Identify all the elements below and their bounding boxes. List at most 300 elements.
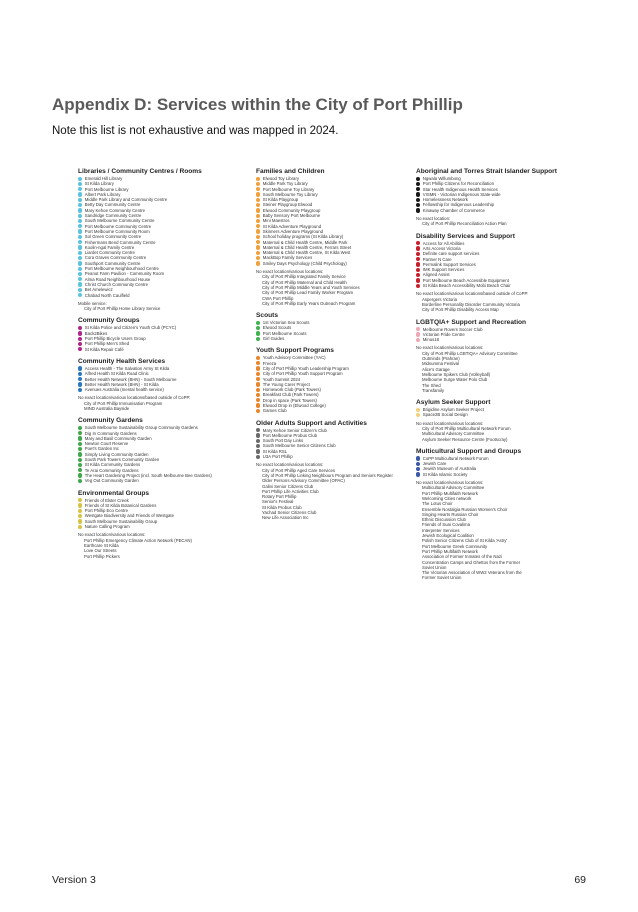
bullet-dot-icon	[416, 187, 420, 191]
list-item-label: South Melbourne Community Centre	[84, 218, 155, 224]
subgroup-item: Association of Former Inmates of the Nazi	[422, 554, 503, 560]
bullet-dot-icon	[416, 182, 420, 186]
subgroup	[78, 395, 248, 411]
list-item-label: Access Health - The Salvation Army St Kilda	[84, 365, 170, 371]
list-item-label: Westgate Biodiversity and Friends of Westgate	[84, 513, 174, 519]
service-section	[256, 168, 414, 306]
list-item-label: Minus18	[422, 337, 440, 343]
subgroup	[416, 291, 586, 312]
bullet-dot-icon	[78, 326, 82, 330]
list-item-label: Youth Summit 2024	[262, 376, 301, 382]
bullet-dot-icon	[416, 241, 420, 245]
list-item-label: Better Health Network (BHN) - South Melbourne	[84, 376, 177, 382]
list-item-label: Access for All Abilities	[422, 240, 465, 246]
subgroup-item: Alice's Garage	[422, 366, 450, 372]
subgroup-item: Melbourne Surge Water Polo Club	[422, 377, 488, 383]
bullet-dot-icon	[416, 456, 420, 460]
subgroup-item: City of Port Phillip Home Library Service	[84, 306, 161, 312]
subgroup-title: No exact location/various locations:	[256, 462, 324, 468]
section-title: LGBTQIA+ Support and Recreation	[416, 318, 527, 326]
subgroup-title: No exact location/various locations:	[416, 345, 484, 351]
list-item-label: Fellowship for Indigenous Leadership	[422, 202, 494, 208]
list-item-label: Port Melbourne Library	[84, 186, 129, 192]
service-section	[256, 312, 414, 341]
subgroup-item: Port Phillip Multifaith Network	[422, 490, 478, 496]
subgroup-item: Rotary Port Phillip	[262, 494, 297, 500]
list-item	[416, 337, 586, 342]
subgroup-item: Concentration Camps and Ghettos from the Former	[422, 559, 521, 565]
list-item-label: Fishermans Bend Community Centre	[84, 239, 156, 245]
list-item-label: Friends of Elster Creek	[84, 497, 129, 503]
service-section	[416, 168, 586, 227]
page-title: Appendix D: Services within the City of Port Phillip	[52, 95, 463, 114]
list-item-label: Liardet Community Centre	[84, 250, 135, 256]
list-item-label: Smiley Days Psychology (Child Psychology)	[262, 260, 347, 266]
service-section	[416, 448, 586, 581]
section-title: Scouts	[256, 312, 278, 320]
list-item	[78, 347, 248, 352]
bullet-dot-icon	[256, 455, 260, 459]
bullet-dot-icon	[416, 252, 420, 256]
subgroup	[416, 345, 586, 393]
subgroup-item: Galini Senior Citizens Club	[262, 483, 314, 489]
list-item-label: Aligned Assist	[422, 272, 450, 278]
bullet-dot-icon	[416, 472, 420, 476]
bullet-dot-icon	[78, 235, 82, 239]
bullet-dot-icon	[256, 326, 260, 330]
subgroup-item: City of Port Phillip Early Years Outreach Program	[262, 300, 356, 306]
subgroup-item: City of Port Phillip Multicultural Network Forum	[422, 425, 511, 431]
bullet-dot-icon	[78, 447, 82, 451]
subgroup-title: No exact location/various locations:	[416, 480, 484, 486]
list-item-label: Mary Kehoe Senior Citizen's Club	[262, 427, 327, 433]
list-item-label: City of Port Phillip Youth Leadership Program	[262, 365, 349, 371]
bullet-dot-icon	[256, 433, 260, 437]
bullet-dot-icon	[256, 449, 260, 453]
bullet-dot-icon	[256, 235, 260, 239]
list-item-label: Mary and Basil Community Garden	[84, 435, 152, 441]
bullet-dot-icon	[256, 182, 260, 186]
bullet-dot-icon	[256, 251, 260, 255]
list-item-label: Port Melbourne Beach Accessible Equipment	[422, 277, 509, 283]
subgroup-item: Welcoming Cities network	[422, 495, 472, 501]
subgroup-item: City of Port Phillip LGBTIQA+ Advisory Committee	[422, 350, 518, 356]
subgroup-item: Ensemble Nostalgia Russian Women's Choir	[422, 506, 508, 512]
list-item-label: Friends of St Kilda Botanical Gardens	[84, 502, 157, 508]
list-item-label: Middle Park Library and Community Centre	[84, 197, 168, 203]
bullet-dot-icon	[256, 439, 260, 443]
subgroup-item: Friends of Suai Covalima	[422, 522, 471, 528]
bullet-dot-icon	[78, 177, 82, 181]
bullet-dot-icon	[78, 277, 82, 281]
bullet-dot-icon	[256, 444, 260, 448]
bullet-dot-icon	[78, 473, 82, 477]
bullet-dot-icon	[78, 288, 82, 292]
bullet-dot-icon	[256, 393, 260, 397]
subgroup-item: Soviet Union	[422, 564, 447, 570]
list-item-label: IMK Support Services	[422, 267, 465, 273]
bullet-dot-icon	[416, 284, 420, 288]
bullet-dot-icon	[256, 409, 260, 413]
services-column-1	[78, 168, 248, 565]
bullet-dot-icon	[416, 338, 420, 342]
subgroup-item: City of Port Phillip Middle Years and Youth Services	[262, 284, 360, 290]
bullet-dot-icon	[256, 377, 260, 381]
bullet-dot-icon	[78, 261, 82, 265]
service-section	[78, 168, 248, 311]
bullet-dot-icon	[78, 214, 82, 218]
list-item	[416, 472, 586, 477]
bullet-dot-icon	[256, 398, 260, 402]
list-item	[78, 387, 248, 392]
list-item-label: St Kilda Islamic Society	[422, 471, 468, 477]
list-item-label: Port Melbourne Community Centre	[84, 223, 152, 229]
list-item-label: Albert Park Library	[84, 191, 121, 197]
list-item-label: Maternal & Child Health Centre, St Kilda West	[262, 250, 351, 256]
service-section	[416, 319, 586, 394]
list-item-label: Port Phillip Men's Shed	[84, 341, 130, 347]
bullet-dot-icon	[256, 361, 260, 365]
list-item-label: Port Phillip Citizens for Reconciliation	[422, 181, 494, 187]
list-item-label: The Young Carer Project	[262, 381, 310, 387]
list-item-label: Chabad North Caulfield	[84, 292, 130, 298]
bullet-dot-icon	[416, 262, 420, 266]
list-item-label: Partner N Care	[422, 256, 452, 262]
list-item-label: Peanut Farm Pavilion - Community Room	[84, 271, 165, 277]
list-item-label: Elwood Toy Library	[262, 176, 300, 181]
subgroup-item: Multicultural Advisory Committee	[422, 485, 485, 491]
subgroup-item: City of Port Phillip Disability Access Map	[422, 307, 499, 313]
bullet-dot-icon	[78, 442, 82, 446]
bullet-dot-icon	[78, 436, 82, 440]
section-title: Aboriginal and Torres Strait Islander Support	[416, 168, 557, 175]
list-item-label: Te Arai Community Gardens	[84, 467, 139, 473]
list-item-label: St Kilda Playgroup	[262, 197, 299, 203]
bullet-dot-icon	[78, 240, 82, 244]
bullet-dot-icon	[78, 382, 82, 386]
bullet-dot-icon	[256, 428, 260, 432]
bullet-dot-icon	[256, 261, 260, 265]
list-item	[256, 454, 414, 459]
bullet-dot-icon	[78, 192, 82, 196]
bullet-dot-icon	[78, 245, 82, 249]
list-item-label: Better Health Network (BHN) - St Kilda	[84, 381, 159, 387]
subgroup-title: No exact location/various locations:	[78, 532, 146, 538]
bullet-dot-icon	[256, 198, 260, 202]
list-item-label: MackBop Family Services	[262, 255, 313, 261]
list-item-label: Port Phillip Eco Centre	[84, 508, 129, 514]
list-item-label: 1st Victorian Sea Scouts	[262, 320, 310, 326]
list-item-label: Elwood Drop in (Elwood College)	[262, 402, 326, 408]
subgroup-title: No exact location/various locations:	[256, 269, 324, 275]
bullet-dot-icon	[256, 382, 260, 386]
list-item-label: St Kilda Beach Accessibility Mobi Beach Chair	[422, 283, 511, 289]
list-item-label: Kinaway Chamber of Commerce	[422, 207, 485, 213]
subgroup-item: City of Port Phillip Reconciliation Action Plan	[422, 221, 507, 227]
bullet-dot-icon	[256, 214, 260, 218]
bullet-dot-icon	[256, 321, 260, 325]
bullet-dot-icon	[256, 372, 260, 376]
bullet-dot-icon	[78, 503, 82, 507]
bullet-dot-icon	[256, 187, 260, 191]
subgroup-item: Former Soviet Union	[422, 575, 462, 581]
subgroup-item: Port Melbourne Greek Community	[422, 543, 488, 549]
bullet-dot-icon	[78, 229, 82, 233]
list-item-label: Brigidine Asylum Seeker Project	[422, 407, 484, 413]
bullet-dot-icon	[78, 426, 82, 430]
bullet-dot-icon	[78, 251, 82, 255]
list-item-label: Definite care support services	[422, 251, 480, 257]
list-item-label: St Kilda Police and Citizen's Youth Club (PCYC)	[84, 325, 177, 331]
list-item	[78, 524, 248, 529]
footer-page-number: 69	[574, 874, 586, 886]
subgroup-item: Interpreter Services	[422, 527, 460, 533]
subgroup-item: The Shed	[422, 382, 441, 388]
bullet-dot-icon	[416, 278, 420, 282]
bullet-dot-icon	[78, 458, 82, 462]
list-item-label: Maternal & Child Health Centre, Middle Park	[262, 239, 348, 245]
list-item-label: Girl Guides	[262, 336, 285, 342]
footer-version: Version 3	[52, 874, 96, 886]
list-item-label: Southport Community Centre	[84, 260, 141, 266]
subgroup	[416, 421, 586, 442]
bullet-dot-icon	[78, 256, 82, 260]
service-section	[256, 347, 414, 413]
subgroup	[78, 532, 248, 558]
bullet-dot-icon	[78, 198, 82, 202]
list-item-label: The Heart Gardening Project (incl. South Melbourne Bee Gardens)	[84, 472, 212, 478]
subgroup	[416, 216, 586, 227]
bullet-dot-icon	[78, 182, 82, 186]
bullet-dot-icon	[256, 203, 260, 207]
subgroup-item: Yachad Senior Citizens Club	[262, 510, 317, 516]
bullet-dot-icon	[416, 332, 420, 336]
list-item	[416, 208, 586, 213]
subgroup-item: Polish Senior Citizens Club of St Kilda 'Astry'	[422, 538, 508, 544]
service-section	[256, 420, 414, 521]
bullet-dot-icon	[256, 192, 260, 196]
bullet-dot-icon	[416, 192, 420, 196]
list-item-label: Sandridge Community Centre	[84, 213, 142, 219]
bullet-dot-icon	[78, 498, 82, 502]
bullet-dot-icon	[78, 293, 82, 297]
subgroup-item: Port Phillip Pickers	[84, 553, 120, 559]
list-item-label: Elwood Scouts	[262, 325, 292, 331]
bullet-dot-icon	[256, 256, 260, 260]
bullet-dot-icon	[256, 245, 260, 249]
bullet-dot-icon	[256, 366, 260, 370]
bullet-dot-icon	[78, 366, 82, 370]
subgroup-item: Love Our Streets	[84, 548, 117, 554]
service-section	[416, 399, 586, 442]
bullet-dot-icon	[416, 467, 420, 471]
bullet-dot-icon	[78, 187, 82, 191]
list-item	[256, 408, 414, 413]
list-item-label: U3A Port Phillip	[262, 454, 293, 460]
list-item	[416, 412, 586, 417]
bullet-dot-icon	[416, 273, 420, 277]
list-item-label: Homework Club (Park Towers)	[262, 387, 321, 393]
list-item-label: Alfred Health St Kilda Road Clinic	[84, 371, 149, 377]
list-item-label: Veg Out Community Garden	[84, 478, 139, 484]
bullet-dot-icon	[78, 208, 82, 212]
services-column-2	[256, 168, 414, 527]
bullet-dot-icon	[78, 342, 82, 346]
list-item-label: South Melbourne Sustainability Group	[84, 518, 158, 524]
subgroup-item: Older Persons Advisory Committee (OPAC)	[262, 478, 345, 484]
subgroup-item: MIND Australia Bayside	[84, 405, 130, 411]
subgroup-item: Melbourne Spikers Club (Volleyball)	[422, 371, 491, 377]
bullet-dot-icon	[256, 240, 260, 244]
bullet-dot-icon	[256, 177, 260, 181]
list-item-label: South Melbourne Sustainability Group Community Gardens	[84, 425, 198, 431]
bullet-dot-icon	[78, 509, 82, 513]
bullet-dot-icon	[416, 268, 420, 272]
list-item-label: Port Melbourne Scouts	[262, 330, 307, 336]
list-item-label: Christ Church Community Centre	[84, 281, 149, 287]
list-item-label: Emerald Hill Library	[84, 176, 123, 181]
list-item-label: Bet Amelewicz	[84, 287, 113, 293]
list-item-label: Cora Graves Community Centre	[84, 255, 147, 261]
list-item-label: Freeza	[262, 360, 277, 366]
bullet-dot-icon	[256, 331, 260, 335]
subgroup	[416, 480, 586, 581]
section-title: Community Gardens	[78, 417, 143, 425]
list-item-label: Victorian Pride Centre	[422, 331, 465, 337]
subgroup-item: Multicultural Advisory Committee	[422, 431, 485, 437]
list-item-label: Star Health Indigenous Health Services	[422, 186, 498, 192]
section-title: Families and Children	[256, 168, 325, 175]
list-item-label: VISMN - Victorian Indigenous State-wide	[422, 191, 501, 197]
list-item-label: Port Melbourne Neighbourhood Centre	[84, 266, 159, 272]
subgroup-item: City of Port Phillip Immunisation Program	[84, 400, 163, 406]
subgroup-title: No exact location/various locations:	[416, 420, 484, 426]
subgroup-item: CWA Port Phillip	[262, 295, 294, 301]
service-section	[78, 490, 248, 559]
list-item-label: School holiday programs (St Kilda Library)	[262, 234, 344, 240]
list-item	[256, 261, 414, 266]
list-item-label: Avenues Australia (mental health service)	[84, 387, 164, 393]
list-item-label: City of Port Phillip Youth Support Program	[262, 371, 343, 377]
bullet-dot-icon	[78, 388, 82, 392]
list-item	[78, 478, 248, 483]
list-item-label: Skinners Adventure Playground	[262, 228, 323, 234]
subgroup-item: St Kilda Probus Club	[262, 504, 302, 510]
list-item-label: Mini Maestros	[262, 218, 290, 224]
list-item-label: Elwood Community Playgroup	[262, 207, 321, 213]
bullet-dot-icon	[78, 282, 82, 286]
bullet-dot-icon	[416, 257, 420, 261]
section-title: Libraries / Community Centres / Rooms	[78, 168, 202, 175]
section-title: Multicultural Support and Groups	[416, 447, 522, 455]
subgroup-item: New Life Association Inc	[262, 515, 309, 521]
section-title: Community Groups	[78, 317, 140, 325]
subgroup	[256, 462, 414, 520]
bullet-dot-icon	[256, 229, 260, 233]
list-item	[78, 293, 248, 298]
subgroup-item: Asylum Seeker Resource Centre (Footscray)	[422, 436, 508, 442]
subgroup-item: The Lotus Choir	[422, 501, 453, 507]
list-item-label: Newton Court Reserve	[84, 441, 129, 447]
section-title: Environmental Groups	[78, 489, 150, 497]
subgroup-item: Outminds (Prahran)	[422, 356, 460, 362]
subgroup-title: No exact location/various locations/based outside of CoPP:	[78, 395, 191, 401]
list-item-label: Port Phillip Bicycle Users Group	[84, 336, 146, 342]
subgroup-item: City of Port Phillip Linking Neighbours Program and Seniors Register	[262, 472, 393, 478]
bullet-dot-icon	[78, 514, 82, 518]
list-item-label: Baby Sensory Port Melbourne	[262, 213, 321, 219]
list-item-label: Mary Kehoe Community Centre	[84, 207, 145, 213]
bullet-dot-icon	[416, 408, 420, 412]
list-item-label: St Kilda Adventure Playground	[262, 223, 322, 229]
bullet-dot-icon	[78, 525, 82, 529]
subgroup-item: Borderline Personality Disorder Community Victoria	[422, 301, 520, 307]
services-column-3	[416, 168, 586, 587]
page-note: Note this list is not exhaustive and was mapped in 2024.	[52, 125, 339, 137]
bullet-dot-icon	[416, 327, 420, 331]
subgroup-item: City of Port Phillip Maternal and Child Health	[262, 279, 347, 285]
list-item-label: South Melbourne Toy Library	[262, 191, 318, 197]
bullet-dot-icon	[78, 224, 82, 228]
list-item-label: Betty Day Community Centre	[84, 202, 141, 208]
bullet-dot-icon	[78, 468, 82, 472]
list-item-label: Simply Living Community Garden	[84, 451, 149, 457]
subgroup-item: City of Port Phillip Aged Care Services	[262, 467, 336, 473]
bullet-dot-icon	[416, 203, 420, 207]
service-section	[78, 358, 248, 411]
list-item-label: Alma Road Neighbourhood House	[84, 276, 151, 282]
bullet-dot-icon	[416, 198, 420, 202]
list-item	[256, 336, 414, 341]
bullet-dot-icon	[256, 224, 260, 228]
list-item-label: Space2B Social Design	[422, 412, 468, 418]
bullet-dot-icon	[78, 463, 82, 467]
list-item-label: St Kilda Library	[84, 181, 114, 187]
list-item-label: Dig In Community Gardens	[84, 430, 137, 436]
bullet-dot-icon	[256, 208, 260, 212]
subgroup-title: Mobile service:	[78, 300, 107, 306]
list-item-label: Port Melbourne Toy Library	[262, 186, 315, 192]
list-item-label: Port Melbourne Probus Club	[262, 432, 318, 438]
list-item-label: Back2Bikes	[84, 330, 108, 336]
section-title: Older Adults Support and Activities	[256, 419, 367, 427]
subgroup	[78, 301, 248, 312]
list-item-label: Youth Advisory Committee (YAC)	[262, 355, 326, 361]
subgroup-item: Ethnic Discussion Club	[422, 517, 466, 523]
subgroup-item: Midsumma Festival	[422, 361, 460, 367]
service-section	[416, 233, 586, 313]
list-item-label: Breakfast Club (Park Towers)	[262, 392, 319, 398]
subgroup-item: The Victorian Association of WW2 Veterans from the	[422, 570, 522, 576]
bullet-dot-icon	[78, 219, 82, 223]
bullet-dot-icon	[78, 272, 82, 276]
bullet-dot-icon	[416, 177, 420, 181]
subgroup-item: Transfamily	[422, 387, 445, 393]
service-section	[78, 317, 248, 351]
list-item-label: Melbourne Rovers Soccer Club	[422, 326, 483, 332]
list-item-label: Port Melbourne Community Room	[84, 228, 150, 234]
list-item-label: Drop in space (Park Towers)	[262, 397, 317, 403]
list-item-label: Ngwala Willumbong	[422, 176, 461, 181]
subgroup-item: Earthcare St Kilda	[84, 542, 119, 548]
section-title: Disability Services and Support	[416, 232, 515, 240]
subgroup-item: City of Port Phillip Integrated Family Service	[262, 274, 346, 280]
subgroup-item: Senior's Festival	[262, 499, 294, 505]
service-section	[78, 417, 248, 483]
subgroup	[256, 269, 414, 306]
list-item-label: Arts Access Victoria	[422, 245, 461, 251]
list-item-label: Homelessness Network	[422, 197, 468, 203]
